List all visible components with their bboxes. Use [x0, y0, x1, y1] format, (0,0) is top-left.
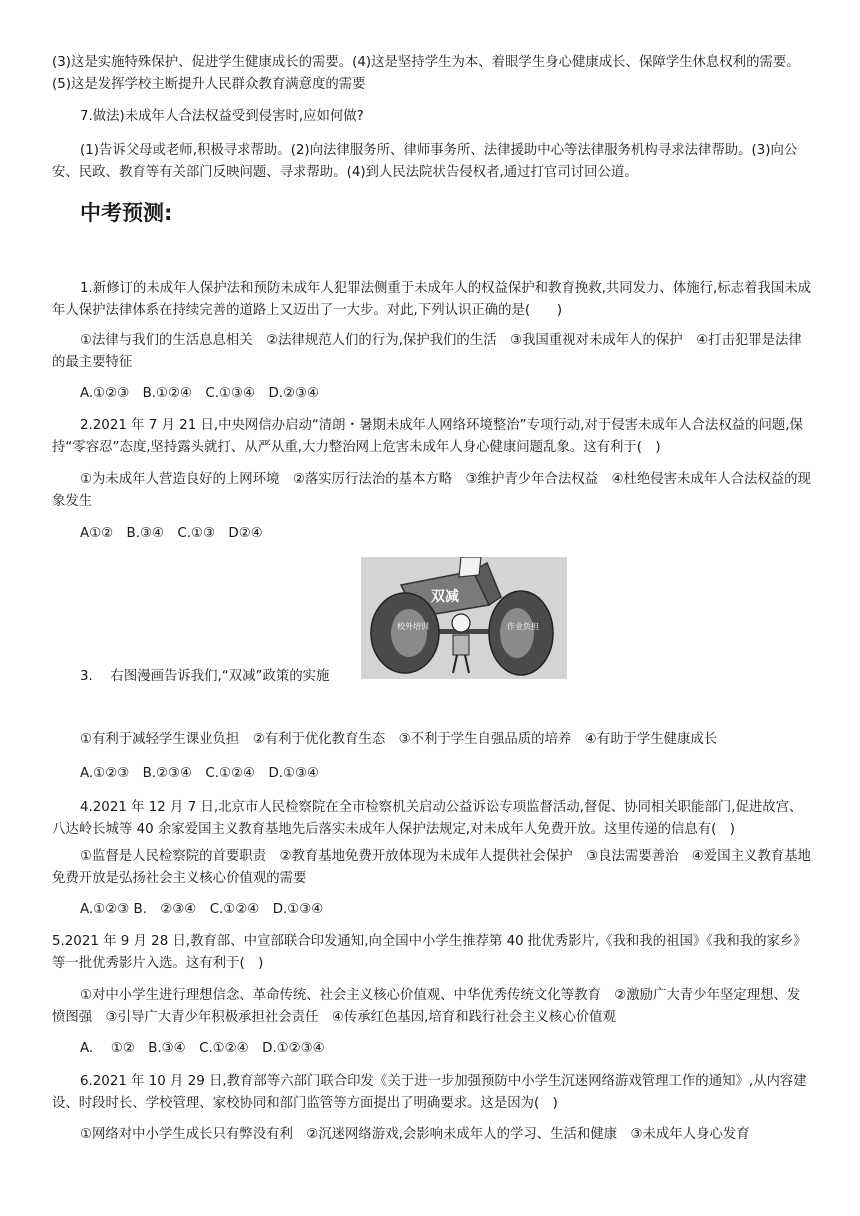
- question-3-stem: 3. 右图漫画告诉我们,“双减”政策的实施: [80, 669, 330, 684]
- question-2-options: A①② B.③④ C.①③ D②④: [80, 526, 263, 541]
- cartoon-left-label: 校外培训: [397, 622, 429, 631]
- question-5-statements: ①对中小学生进行理想信念、革命传统、社会主义核心价值观、中华优秀传统文化等教育 ②激励广大青少年坚定理想、发愤图强 ③引导广大青少年积极承担社会责任 ④传承红色基因,培育和践行社会主义核心价值观: [52, 988, 801, 1025]
- question-4-stem: 4.2021 年 12 月 7 日,北京市人民检察院在全市检察机关启动公益诉讼专项监督活动,督促、协同相关职能部门,促进故宫、八达岭长城等 40 余家爱国主义教育基地先后落实未成年人保护法规定,对未成年人免费开放。这里传递的信息有( ): [52, 800, 803, 837]
- question-2-statements: ①为未成年人营造良好的上网环境 ②落实厉行法治的基本方略 ③维护青少年合法权益 ④杜绝侵害未成年人合法权益的现象发生: [52, 472, 811, 509]
- question-6-stem: 6.2021 年 10 月 29 日,教育部等六部门联合印发《关于进一步加强预防中小学生沉迷网络游戏管理工作的通知》,从内容建设、时段时长、学校管理、家校协同和部门监管等方面提出了明确要求。这是因为( ): [52, 1074, 807, 1111]
- cartoon-right-label: 作业负担: [507, 622, 539, 631]
- cartoon-image: [361, 557, 567, 679]
- question-6-statements: ①网络对中小学生成长只有弊没有利 ②沉迷网络游戏,会影响未成年人的学习、生活和健康 ③未成年人身心发育: [80, 1127, 750, 1142]
- question-5-options: A. ①② B.③④ C.①②④ D.①②③④: [80, 1041, 325, 1056]
- question-1-stem: 1.新修订的未成年人保护法和预防未成年人犯罪法侧重于未成年人的权益保护和教育挽救,共同发力、体施行,标志着我国未成年人保护法律体系在持续完善的道路上又迈出了一大步。对此,下列认识正确的是( ): [52, 281, 811, 318]
- section-heading: 中考预测:: [80, 201, 173, 225]
- question-4-options: A.①②③ B. ②③④ C.①②④ D.①③④: [80, 902, 324, 917]
- intro-paragraph: (3)这是实施特殊保护、促进学生健康成长的需要。(4)这是坚持学生为本、着眼学生身心健康成长、保障学生休息权利的需要。(5)这是发挥学校主断提升人民群众教育满意度的需要: [52, 55, 800, 92]
- question-5-stem: 5.2021 年 9 月 28 日,教育部、中宣部联合印发通知,向全国中小学生推荐第 40 批优秀影片,《我和我的祖国》《我和我的家乡》等一批优秀影片入选。这有利于( ): [52, 934, 807, 971]
- question-1-options: A.①②③ B.①②④ C.①③④ D.②③④: [80, 386, 320, 401]
- question-3-statements: ①有利于减轻学生课业负担 ②有利于优化教育生态 ③不利于学生自强品质的培养 ④有助于学生健康成长: [80, 732, 718, 747]
- question-4-statements: ①监督是人民检察院的首要职责 ②教育基地免费开放体现为未成年人提供社会保护 ③良法需要善治 ④爱国主义教育基地免费开放是弘扬社会主义核心价值观的需要: [52, 849, 811, 886]
- weightlifter-cartoon-icon: [361, 557, 567, 679]
- cartoon-top-label: 双减: [431, 589, 459, 605]
- question-2-stem: 2.2021 年 7 月 21 日,中央网信办启动“清朗・暑期未成年人网络环境整治”专项行动,对于侵害未成年人合法权益的问题,保持“零容忍”态度,坚持露头就打、从严从重,大力整治网上危害未成年人身心健康问题乱象。这有利于( ): [52, 418, 803, 455]
- q7-title: 7.做法)未成年人合法权益受到侵害时,应如何做?: [80, 109, 364, 124]
- question-1-statements: ①法律与我们的生活息息相关 ②法律规范人们的行为,保护我们的生活 ③我国重视对未成年人的保护 ④打击犯罪是法律的最主要特征: [52, 333, 802, 370]
- q7-answer: (1)告诉父母或老师,积极寻求帮助。(2)向法律服务所、律师事务所、法律援助中心等法律服务机构寻求法律帮助。(3)向公安、民政、教育等有关部门反映问题、寻求帮助。(4)到人民法院状告侵权者,通过打官司讨回公道。: [52, 143, 798, 180]
- question-3-options: A.①②③ B.②③④ C.①②④ D.①③④: [80, 766, 320, 781]
